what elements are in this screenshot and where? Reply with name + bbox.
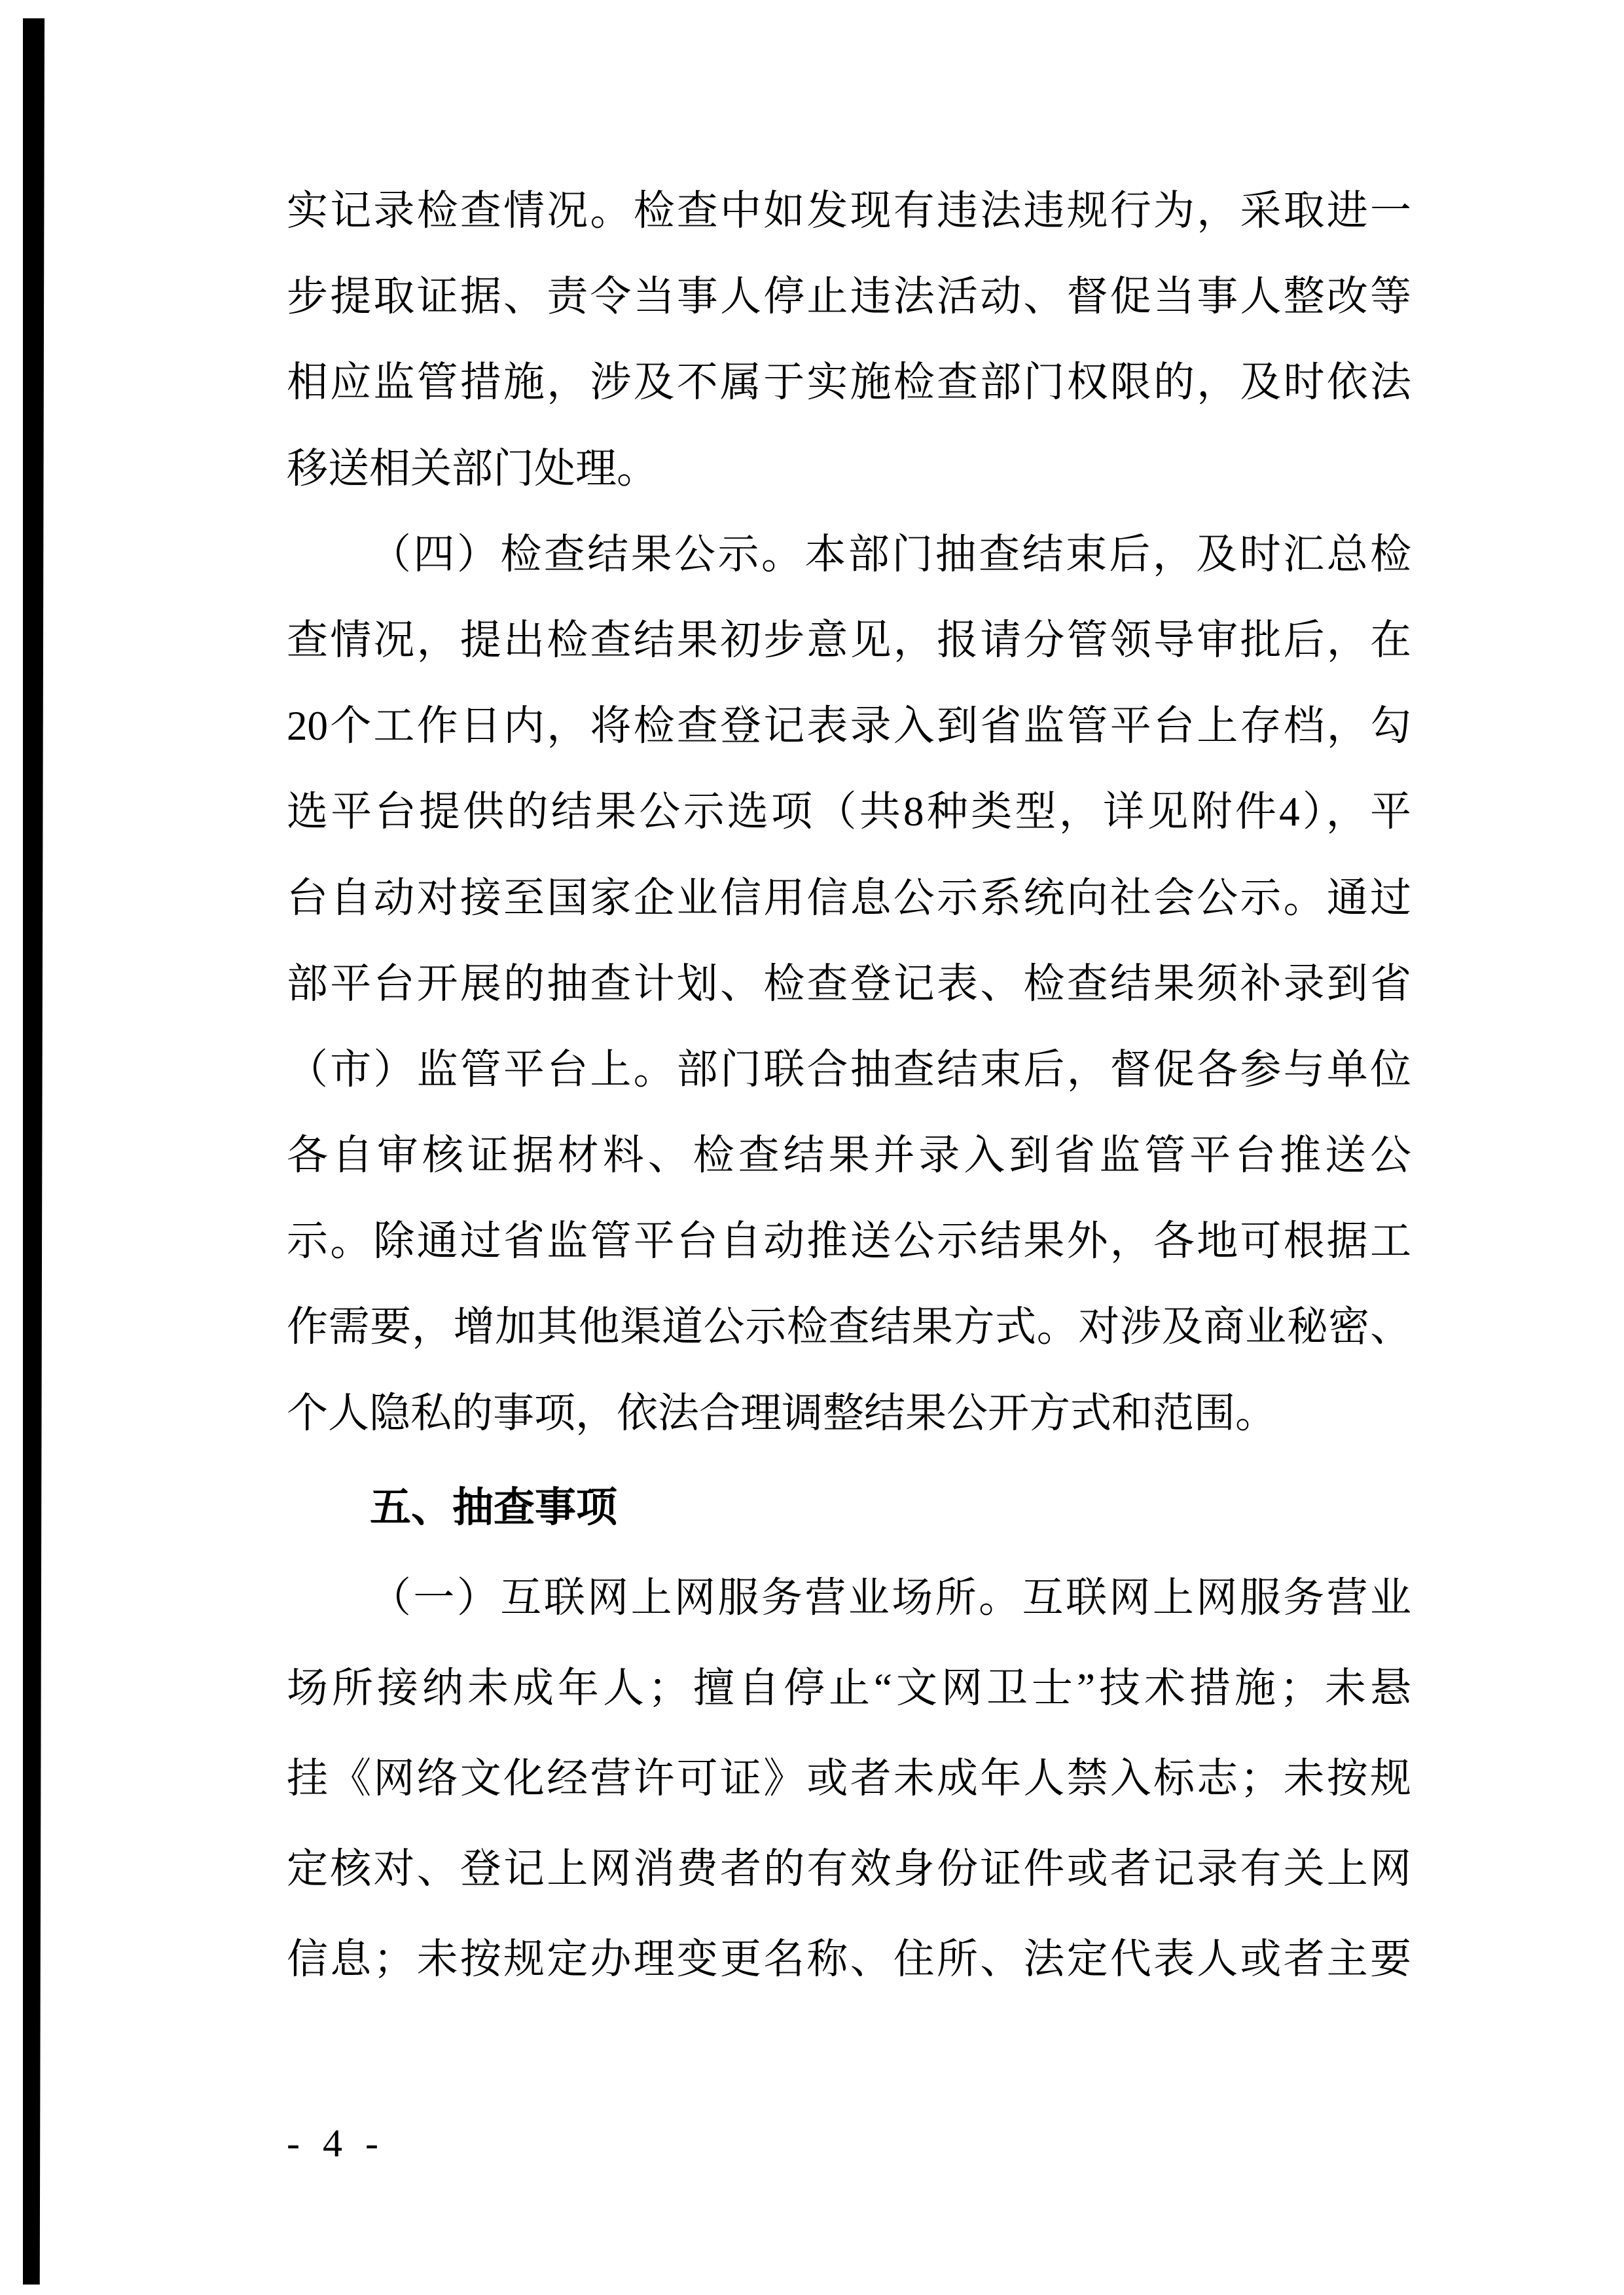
text-line: 查情况，提出检查结果初步意见，报请分管领导审批后，在: [287, 617, 1411, 663]
text-line: （一）互联网上网服务营业场所。互联网上网服务营业: [370, 1574, 1411, 1621]
text-line: 各自审核证据材料、检查结果并录入到省监管平台推送公: [287, 1132, 1411, 1179]
text-line: （四）检查结果公示。本部门抽查结束后，及时汇总检: [370, 531, 1411, 577]
text-line: 步提取证据、责令当事人停止违法活动、督促当事人整改等: [287, 274, 1411, 320]
text-line: 相应监管措施，涉及不属于实施检查部门权限的，及时依法: [287, 359, 1411, 406]
page-number: - 4 -: [287, 2122, 385, 2165]
text-line: 部平台开展的抽查计划、检查登记表、检查结果须补录到省: [287, 960, 1411, 1007]
text-line: 选平台提供的结果公示选项（共8种类型，详见附件4），平: [287, 789, 1411, 835]
section-heading: 五、抽查事项: [370, 1484, 617, 1530]
text-line: 作需要，增加其他渠道公示检查结果方式。对涉及商业秘密、: [287, 1304, 1411, 1350]
text-line: 信息；未按规定办理变更名称、住所、法定代表人或者主要: [287, 1936, 1411, 1982]
text-line: 实记录检查情况。检查中如发现有违法违规行为，采取进一: [287, 188, 1411, 234]
text-line: 场所接纳未成年人；擅自停止“文网卫士”技术措施；未悬: [287, 1665, 1411, 1711]
document-body: [287, 168, 1411, 2004]
text-line: 20个工作日内，将检查登记表录入到省监管平台上存档，勾: [287, 703, 1411, 750]
text-line: 台自动对接至国家企业信用信息公示系统向社会公示。通过: [287, 875, 1411, 921]
text-line: 个人隐私的事项，依法合理调整结果公开方式和范围。: [287, 1390, 1276, 1436]
text-line: 定核对、登记上网消费者的有效身份证件或者记录有关上网: [287, 1845, 1411, 1892]
scan-binding-artifact: [23, 18, 45, 2285]
text-line: 挂《网络文化经营许可证》或者未成年人禁入标志；未按规: [287, 1755, 1411, 1801]
text-line: 示。除通过省监管平台自动推送公示结果外，各地可根据工: [287, 1218, 1411, 1265]
text-line: （市）监管平台上。部门联合抽查结束后，督促各参与单位: [287, 1046, 1411, 1093]
text-line: 移送相关部门处理。: [287, 445, 658, 492]
